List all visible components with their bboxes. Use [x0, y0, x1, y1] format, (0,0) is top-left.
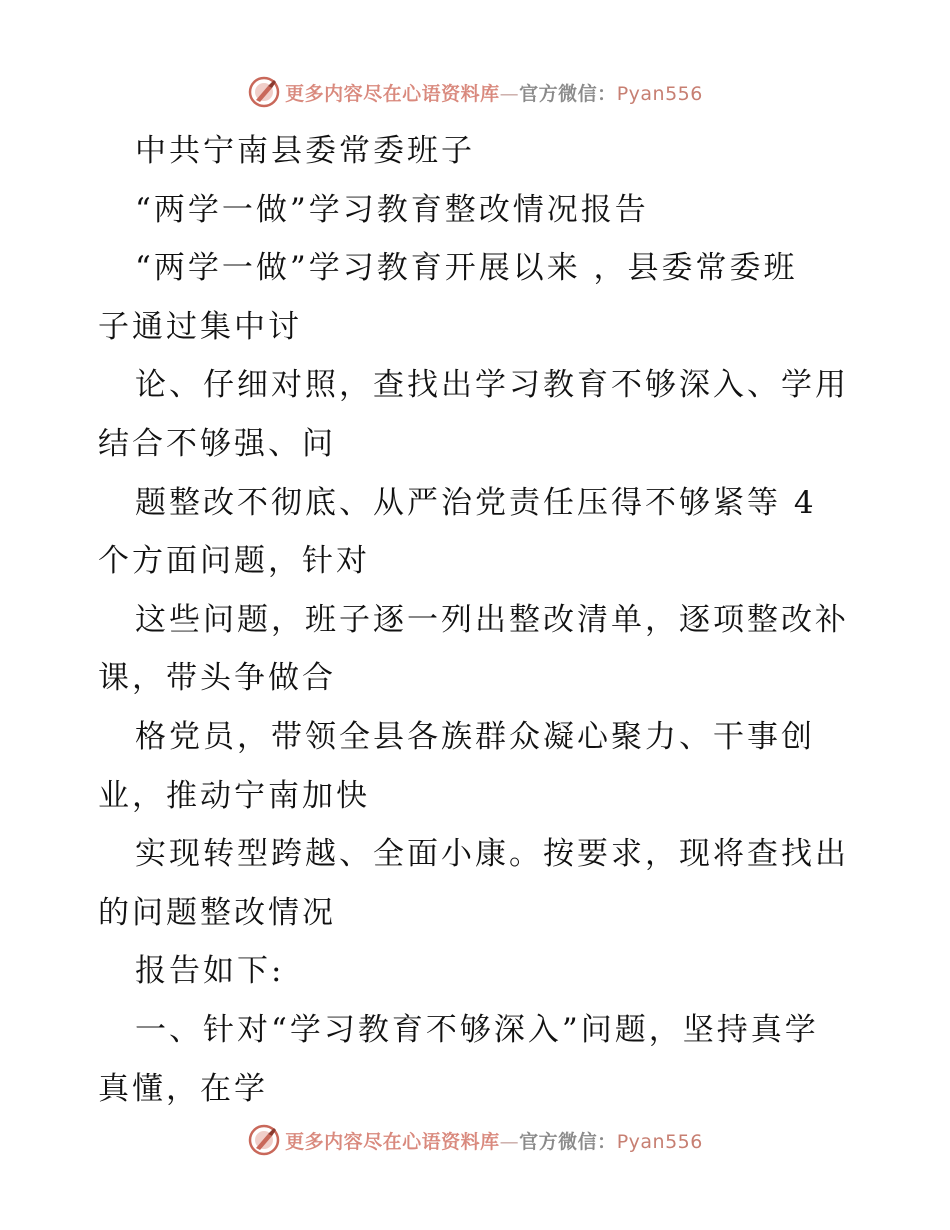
watermark-account: Pyan556 — [616, 1130, 703, 1153]
document-body — [98, 122, 858, 1118]
paragraph-line: 这些问题，班子逐一列出整改清单，逐项整改补 — [135, 601, 849, 638]
watermark-middle: 官方微信： — [519, 1130, 617, 1153]
paragraph-line: 个方面问题，针对 — [98, 543, 370, 580]
paragraph-line: 课，带头争做合 — [98, 660, 336, 697]
watermark-middle: 官方微信： — [519, 82, 617, 105]
watermark-dash: — — [499, 82, 520, 105]
watermark-prefix: 更多内容尽在心语资料库 — [285, 1130, 500, 1153]
paragraph-line: 格党员，带领全县各族群众凝心聚力、干事创 — [135, 718, 815, 755]
paragraph-line: 报告如下: — [135, 953, 285, 990]
pen-nib-logo-icon — [247, 1123, 281, 1157]
watermark-dash: — — [499, 1130, 520, 1153]
paragraph-line: 实现转型跨越、全面小康。按要求，现将查找出 — [135, 836, 849, 873]
pen-nib-logo-icon — [247, 75, 281, 109]
paragraph-line: 论、仔细对照，查找出学习教育不够深入、学用 — [135, 367, 849, 404]
paragraph-line: 业，推动宁南加快 — [98, 777, 370, 814]
section-heading-line: 一、针对“学习教育不够深入”问题，坚持真学 — [135, 1011, 819, 1048]
watermark-prefix: 更多内容尽在心语资料库 — [285, 82, 500, 105]
paragraph-line: 题整改不彻底、从严治党责任压得不够紧等 4 — [135, 484, 817, 521]
watermark-header — [0, 72, 950, 112]
watermark-footer — [0, 1120, 950, 1160]
watermark-text — [285, 1127, 703, 1154]
paragraph-line: 真懂，在学 — [98, 1070, 268, 1107]
watermark-text — [285, 79, 703, 106]
paragraph-line: 的问题整改情况 — [98, 894, 336, 931]
doc-title-line-1: 中共宁南县委常委班子 — [135, 133, 475, 169]
watermark-account: Pyan556 — [616, 82, 703, 105]
paragraph-line: 子通过集中讨 — [98, 308, 302, 345]
doc-title-line-2: “两学一做”学习教育整改情况报告 — [135, 191, 649, 228]
paragraph-line: 结合不够强、问 — [98, 425, 336, 462]
paragraph-line: “两学一做”学习教育开展以来 ，县委常委班 — [135, 250, 798, 287]
